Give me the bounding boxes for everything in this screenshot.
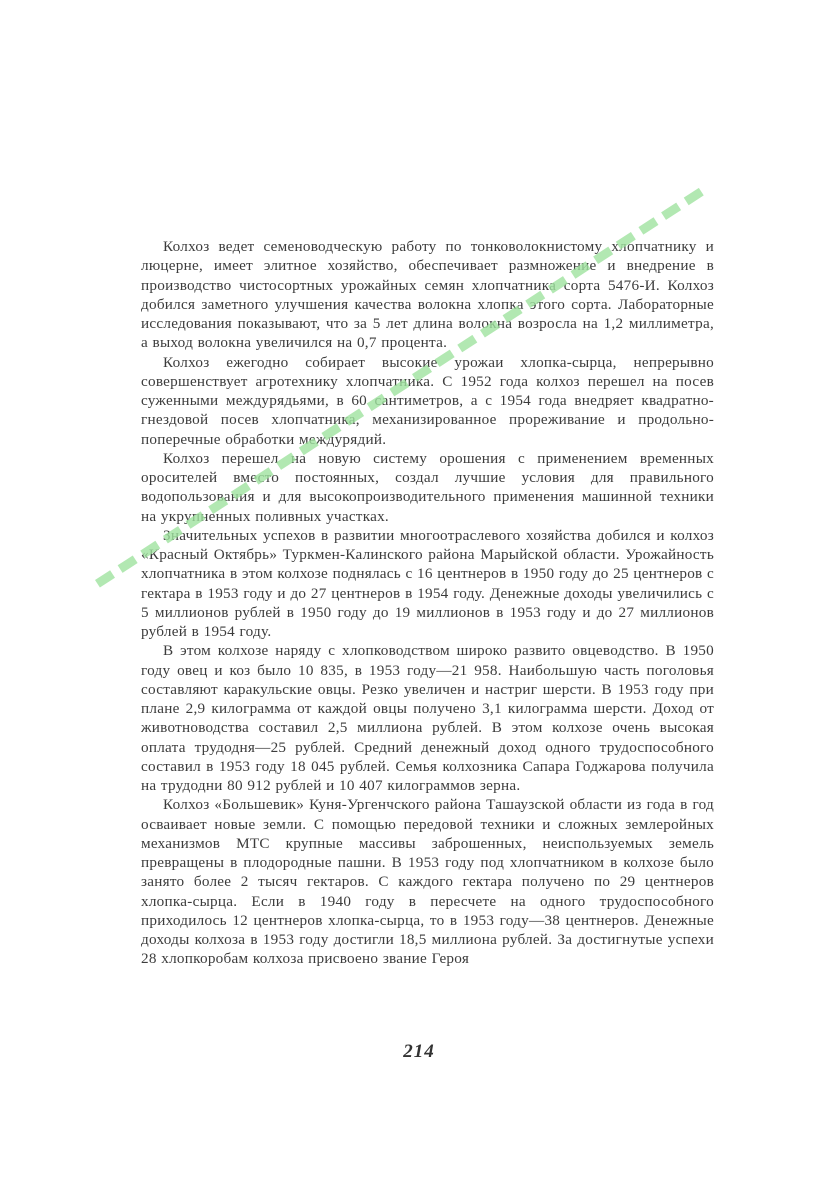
paragraph-krasny-oktyabr: Значительных успехов в развитии многоотраслевого хозяйства добился и колхоз «Красный Октябрь» Туркмен-Калинского района Марыйской области. Урожайность хлопчатника в этом колхозе поднялась с 16 центнеров в 1950 году до 25 центнеров с гектара в 1953 году и до 27 центнеров в 1954 году. Денежные доходы увеличились с 5 миллионов рублей в 1950 году до 19 миллионов в 1953 году и до 27 миллионов рублей в 1954 году.	[141, 526, 714, 640]
paragraph-bolshevik: Колхоз «Большевик» Куня-Ургенчского района Ташаузской области из года в год осваивает новые земли. С помощью передовой техники и сложных землеройных механизмов МТС крупные массивы заброшенных, неиспользуемых земель превращены в плодородные пашни. В 1953 году под хлопчатником в колхозе было занято более 2 тысяч гектаров. С каждого гектара получено по 29 центнеров хлопка-сырца. Если в 1940 году в пересчете на одного трудоспособного приходилось 12 центнеров хлопка-сырца, то в 1953 году—38 центнеров. Денежные доходы колхоза в 1953 году достигли 18,5 миллиона рублей. За достигнутые успехи 28 хлопкоробам колхоза присвоено звание Героя	[141, 796, 714, 968]
paragraph-irrigation: Колхоз перешел на новую систему орошения с применением временных оросителей вместо постоянных, создал лучшие условия для правильного водопользования и для высокопроизводительного применения машинной техники на укрупненных поливных участках.	[141, 449, 714, 525]
page-number: 214	[403, 1041, 435, 1062]
paragraph-agrotechnics: Колхоз ежегодно собирает высокие урожаи хлопка-сырца, непрерывно совершенствует агротехнику хлопчатника. С 1952 года колхоз перешел на посев суженными междурядьями, в 60 сантиметров, а с 1954 года внедряет квадратно-гнездовой посев хлопчатника, механизированное прореживание и продольно-поперечные обработки междурядий.	[141, 353, 714, 448]
paragraph-seed-breeding: Колхоз ведет семеноводческую работу по тонковолокнистому хлопчатнику и люцерне, имеет элитное хозяйство, обеспечивает размножение и внедрение в производство чистосортных урожайных семян хлопчатника сорта 5476-И. Колхоз добился заметного улучшения качества волокна хлопка этого сорта. Лабораторные исследования показывают, что за 5 лет длина волокна возросла на 1,2 миллиметра, а выход волокна увеличился на 0,7 процента.	[141, 238, 714, 352]
paragraph-sheep-breeding: В этом колхозе наряду с хлопководством широко развито овцеводство. В 1950 году овец и коз было 10 835, в 1953 году—21 958. Наибольшую часть поголовья составляют каракульские овцы. Резко увеличен и настриг шерсти. В 1953 году при плане 2,9 килограмма от каждой овцы получено 3,1 килограмма шерсти. Доход от животноводства составил 2,5 миллиона рублей. В этом колхозе очень высокая оплата трудодня—25 рублей. Средний денежный доход одного трудоспособного составил в 1953 году 18 045 рублей. Семья колхозника Сапара Годжарова получила на трудодни 80 912 рублей и 10 407 килограммов зерна.	[141, 642, 714, 794]
body-text	[141, 237, 714, 969]
